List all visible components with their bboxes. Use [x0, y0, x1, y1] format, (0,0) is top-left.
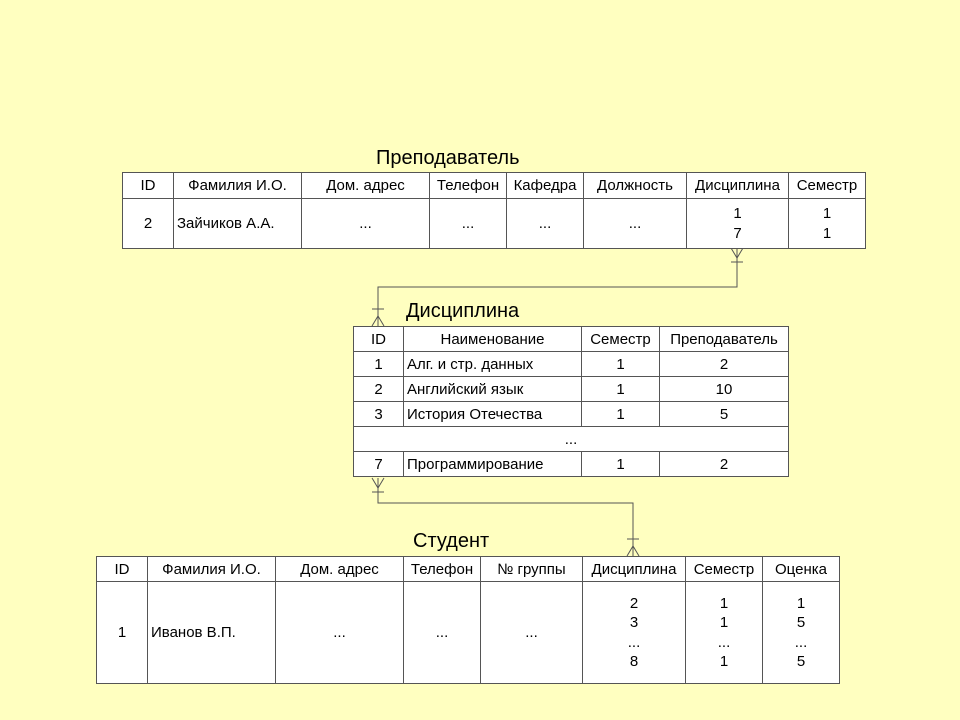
student-semesters-cell	[686, 582, 763, 684]
discipline-semester-cell: 1	[582, 377, 660, 402]
student-id-cell: 1	[97, 582, 148, 684]
student-name-cell: Иванов В.П.	[148, 582, 276, 684]
ellipsis-row	[354, 427, 789, 452]
value-line: ...	[627, 633, 641, 651]
discipline-entity-title: Дисциплина	[406, 300, 520, 322]
value-line: 1	[719, 653, 729, 670]
discipline-teacher-cell: 5	[660, 402, 789, 427]
teacher-name-cell: Зайчиков А.А.	[174, 199, 302, 249]
header-cell: Фамилия И.О.	[148, 557, 276, 582]
value-line: 7	[733, 224, 742, 242]
ellipsis-cell: ...	[354, 427, 789, 452]
teacher-semesters-cell	[789, 199, 866, 249]
value-line: 1	[719, 594, 729, 612]
discipline-id-cell: 1	[354, 352, 404, 377]
discipline-teacher-cell: 2	[660, 452, 789, 477]
discipline-name-cell: Английский язык	[404, 377, 582, 402]
header-cell: Должность	[584, 173, 687, 199]
teacher-phone-cell: ...	[430, 199, 507, 249]
value-line: 1	[733, 205, 742, 222]
header-cell: Телефон	[404, 557, 481, 582]
discipline-name-cell: Алг. и стр. данных	[404, 352, 582, 377]
student-disciplines-cell	[583, 582, 686, 684]
header-cell: Преподаватель	[660, 327, 789, 352]
value-line: 8	[629, 653, 639, 670]
student-entity-title: Студент	[413, 530, 490, 552]
student-grades-cell	[763, 582, 840, 684]
table-row	[354, 377, 789, 402]
value-line: ...	[794, 633, 808, 651]
header-cell: Дисциплина	[687, 173, 789, 199]
student-phone-cell: ...	[404, 582, 481, 684]
discipline-teacher-cell: 2	[660, 352, 789, 377]
teacher-disciplines-cell	[687, 199, 789, 249]
table-row	[354, 352, 789, 377]
header-cell: Наименование	[404, 327, 582, 352]
student-address-cell: ...	[276, 582, 404, 684]
header-cell: ID	[354, 327, 404, 352]
header-cell: Кафедра	[507, 173, 584, 199]
discipline-id-cell: 3	[354, 402, 404, 427]
header-cell: ID	[97, 557, 148, 582]
discipline-teacher-cell: 10	[660, 377, 789, 402]
discipline-semester-cell: 1	[582, 452, 660, 477]
header-cell: Оценка	[763, 557, 840, 582]
student-header-row	[97, 557, 840, 582]
student-data-row	[97, 582, 840, 684]
header-cell: Дом. адрес	[276, 557, 404, 582]
teacher-entity-table	[122, 172, 866, 249]
header-cell: Семестр	[686, 557, 763, 582]
student-group-cell: ...	[481, 582, 583, 684]
header-cell: Семестр	[789, 173, 866, 199]
value-line: 2	[629, 594, 639, 612]
discipline-name-cell: История Отечества	[404, 402, 582, 427]
teacher-entity-title: Преподаватель	[376, 147, 520, 169]
teacher-data-row	[123, 199, 866, 249]
teacher-address-cell: ...	[302, 199, 430, 249]
header-cell: № группы	[481, 557, 583, 582]
header-cell: Фамилия И.О.	[174, 173, 302, 199]
discipline-semester-cell: 1	[582, 352, 660, 377]
header-cell: Дисциплина	[583, 557, 686, 582]
value-line: 1	[719, 614, 729, 631]
discipline-header-row	[354, 327, 789, 352]
value-line: 1	[796, 594, 806, 612]
header-cell: Дом. адрес	[302, 173, 430, 199]
teacher-position-cell: ...	[584, 199, 687, 249]
student-entity-table	[96, 556, 840, 684]
table-row	[354, 402, 789, 427]
discipline-semester-cell: 1	[582, 402, 660, 427]
discipline-name-cell: Программирование	[404, 452, 582, 477]
teacher-department-cell: ...	[507, 199, 584, 249]
header-cell: ID	[123, 173, 174, 199]
discipline-id-cell: 7	[354, 452, 404, 477]
header-cell: Телефон	[430, 173, 507, 199]
value-line: 5	[796, 614, 806, 631]
discipline-entity-table	[353, 326, 789, 477]
value-line: 5	[796, 653, 806, 670]
value-line: 3	[629, 614, 639, 631]
teacher-header-row	[123, 173, 866, 199]
value-line: ...	[717, 633, 731, 651]
value-line: 1	[822, 205, 832, 222]
value-line: 1	[822, 224, 832, 242]
teacher-id-cell: 2	[123, 199, 174, 249]
discipline-id-cell: 2	[354, 377, 404, 402]
table-row	[354, 452, 789, 477]
header-cell: Семестр	[582, 327, 660, 352]
